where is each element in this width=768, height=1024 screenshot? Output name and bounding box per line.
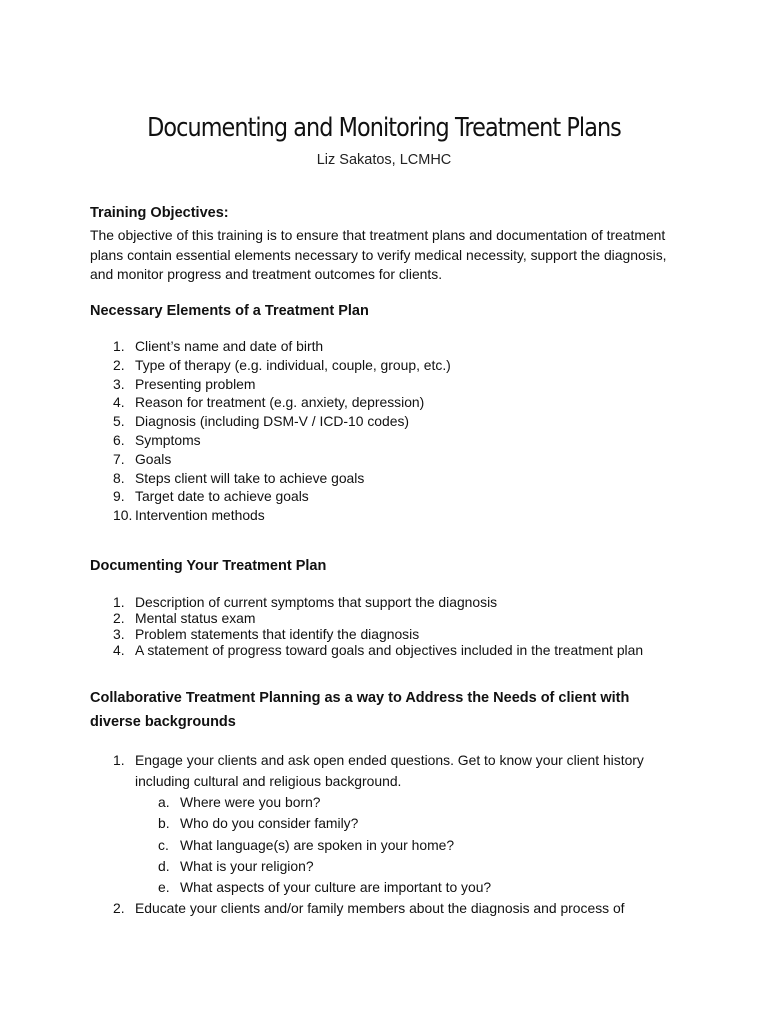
necessary-elements-heading: Necessary Elements of a Treatment Plan (90, 303, 369, 319)
list-item: e. What aspects of your culture are important to you? (158, 879, 492, 896)
document-title: Documenting and Monitoring Treatment Plans (147, 113, 621, 143)
list-item: 1. Description of current symptoms that support the diagnosis (113, 594, 498, 610)
list-item: 2. Mental status exam (113, 610, 256, 626)
list-item: 2. Type of therapy (e.g. individual, couple, group, etc.) (113, 356, 451, 373)
list-item: 3. Problem statements that identify the diagnosis (113, 626, 420, 642)
documenting-plan-list (90, 594, 678, 658)
list-item: 2. Educate your clients and/or family members about the diagnosis and process of (113, 900, 625, 917)
documenting-plan-heading: Documenting Your Treatment Plan (90, 558, 327, 574)
list-item: 10. Intervention methods (113, 507, 265, 524)
list-item: 7. Goals (113, 450, 172, 467)
list-item: d. What is your religion? (158, 857, 314, 874)
author-line: Liz Sakatos, LCMHC (316, 152, 452, 168)
list-item: b. Who do you consider family? (158, 815, 359, 832)
training-objectives-heading: Training Objectives: (90, 205, 229, 221)
list-item: 4. Reason for treatment (e.g. anxiety, depression) (113, 394, 425, 411)
necessary-elements-list (90, 337, 678, 525)
list-item: 1. Client’s name and date of birth (113, 338, 324, 354)
list-item: 1. Engage your clients and ask open ended questions. Get to know your client history including cultural and religious background. a. Where were you born? b. Who do you consider family? c. What language(s) are spoken in your home? d. What is your religion? e. What aspects of your culture are important to you? (90, 750, 678, 898)
collaborative-planning-heading: Collaborative Treatment Planning as a way to Address the Needs of client with diverse backgrounds (90, 690, 630, 730)
training-objectives-paragraph: The objective of this training is to ensure that treatment plans and documentation of treatment plans contain essential elements necessary to verify medical necessity, support the diagnosis, and monitor progress and treatment outcomes for clients. (90, 227, 667, 282)
client-history-questions (135, 792, 678, 898)
list-item: 9. Target date to achieve goals (113, 488, 309, 505)
document-page (90, 0, 678, 1024)
collaborative-planning-list (90, 750, 678, 919)
list-item: 8. Steps client will take to achieve goals (113, 469, 365, 486)
list-item: a. Where were you born? (158, 794, 321, 810)
list-item: 3. Presenting problem (113, 375, 256, 392)
list-item: 4. A statement of progress toward goals and objectives included in the treatment plan (113, 642, 644, 658)
list-item: 6. Symptoms (113, 431, 201, 448)
list-item: c. What language(s) are spoken in your home? (158, 836, 455, 853)
list-item: 5. Diagnosis (including DSM-V / ICD-10 codes) (113, 413, 410, 430)
